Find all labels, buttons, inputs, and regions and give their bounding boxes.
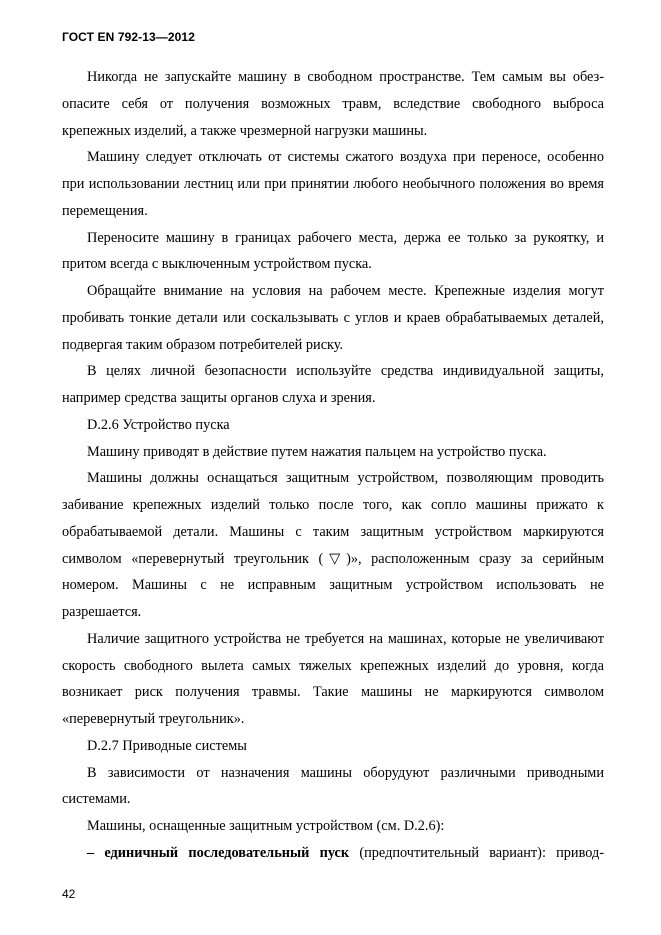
- list-item-single-sequential: [62, 840, 604, 867]
- paragraph-trigger-action: Машину приводят в действие путем нажатия пальцем на устройство пуска.: [87, 443, 547, 460]
- paragraph-personal-protection: В целях личной безопасности используйте средства индивидуальной защиты, например средства защиты органов слуха и зрения.: [62, 363, 604, 406]
- section-heading-d26: D.2.6 Устройство пуска: [87, 416, 230, 433]
- list-item-term: – единичный последовательный пуск: [87, 844, 350, 861]
- paragraph-safety-not-required: Наличие защитного устройства не требуется на машинах, которые не увеличивают скорость свободного вылета самых тяжелых крепежных изделий до уровня, когда возникает риск получения травмы. Такие машины не маркируются символом «перевернутый треугольник».: [62, 630, 604, 727]
- document-header: ГОСТ EN 792-13—2012: [62, 30, 195, 44]
- page-number: 42: [62, 887, 76, 901]
- paragraph-carry-handle: Переносите машину в границах рабочего места, держа ее только за рукоятку, и притом всегда с выключенным устройством пуска.: [62, 229, 604, 273]
- section-heading-d27: D.2.7 Приводные системы: [87, 737, 247, 754]
- paragraph-disconnect-air: Машину следует отключать от системы сжатого воздуха при переносе, особенно при использовании лестниц или при принятии любого необычного положения во время перемещения.: [62, 149, 604, 219]
- paragraph-drive-systems: В зависимости от назначения машины оборудуют различными приводными системами.: [62, 764, 604, 808]
- paragraph-safety-device: Машины должны оснащаться защитным устройством, позволяющим проводить забивание крепежных изделий только после того, как сопло машины прижато к обрабатываемой детали. Машины с таким защитным устройством маркируются символом «перевернутый треугольник (▽)», расположенным сразу за серийным номером. Машины с не исправным защитным устройством использовать не разрешается.: [62, 470, 604, 620]
- list-item-description: (предпочтительный вариант): привод-: [349, 844, 604, 861]
- paragraph-machines-with-safety: Машины, оснащенные защитным устройством (см. D.2.6):: [87, 818, 445, 834]
- document-body: [62, 64, 604, 867]
- paragraph-workplace-conditions: Обращайте внимание на условия на рабочем месте. Крепежные изделия могут пробивать тонкие детали или соскальзывать с углов и краев обрабатываемых деталей, подвергая таким образом потребителей риску.: [62, 283, 604, 353]
- paragraph-launch-warning: Никогда не запускайте машину в свободном пространстве. Тем самым вы обезопасите себя от получения возможных травм, вследствие свободного выброса крепежных изделий, а также чрезмерной нагрузки машины.: [62, 69, 604, 139]
